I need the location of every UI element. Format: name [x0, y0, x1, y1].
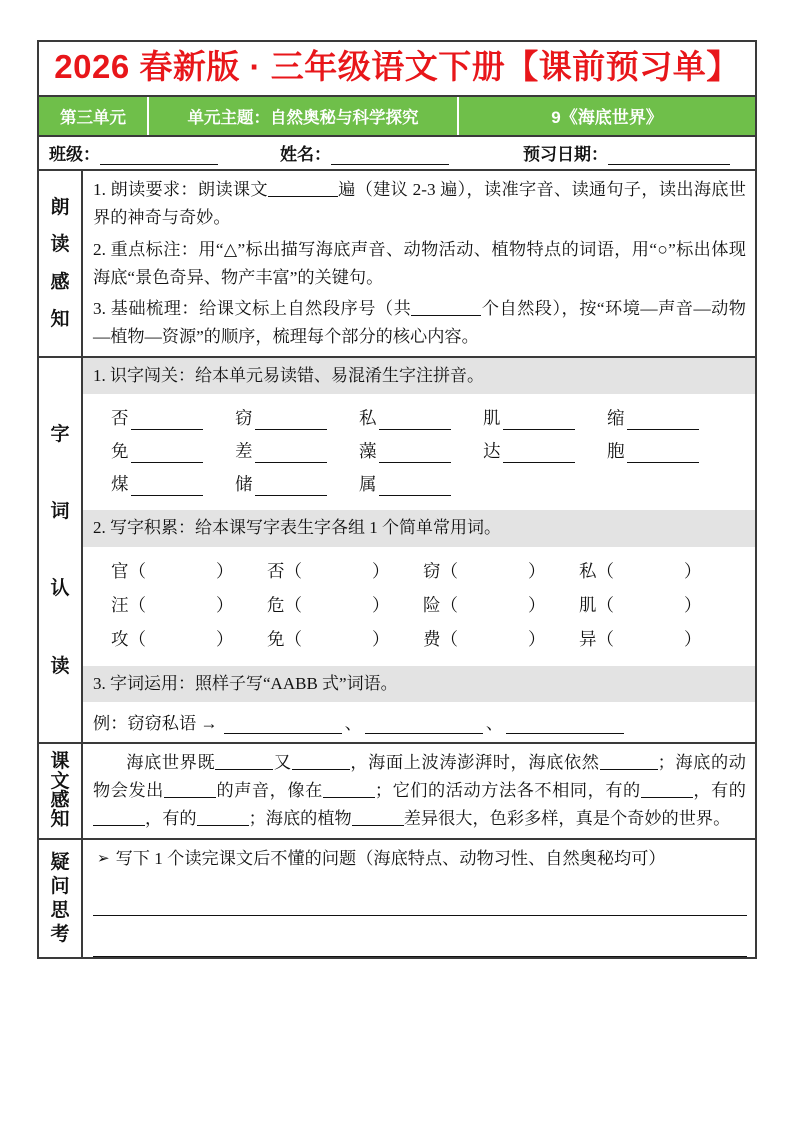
label-char: 认	[50, 578, 70, 600]
reading-blank-times[interactable]	[268, 179, 338, 197]
char: 储	[235, 474, 253, 495]
word-item[interactable]: 费（ ）	[423, 628, 546, 649]
label-char: 思	[50, 899, 70, 921]
char: 私	[359, 408, 377, 429]
label-char: 朗	[50, 196, 70, 218]
section-comprehension-label	[39, 744, 83, 838]
word-row	[93, 592, 745, 617]
pinyin-row	[93, 438, 745, 463]
section-comprehension-body	[83, 744, 755, 838]
char: 危	[267, 594, 285, 615]
section-reading-label	[39, 171, 83, 356]
reading-item-3-text-a: 3. 基础梳理：给课文标上自然段序号（共	[93, 299, 412, 319]
section-vocab-body	[83, 358, 755, 742]
pinyin-item[interactable]	[235, 405, 359, 430]
word-item[interactable]: 窃（ ）	[423, 560, 546, 581]
pinyin-item[interactable]	[111, 471, 235, 496]
reading-item-2-text: 2. 重点标注：用“△”标出描写海底声音、动物活动、植物特点的词语，用“○”标出体现海底“景色奇异、物产丰富”的关键句。	[93, 239, 746, 287]
char: 煤	[111, 474, 129, 495]
cloze-blank-9[interactable]	[352, 808, 404, 826]
unit-theme: 单元主题：自然奥秘与科学探究	[149, 97, 459, 135]
cloze-t0: 海底世界既	[125, 753, 216, 773]
cloze-t4: 的声音，像在	[215, 781, 323, 800]
question-answer-lines	[83, 875, 755, 957]
aabb-blank[interactable]	[506, 718, 624, 734]
label-char: 问	[50, 875, 70, 897]
class-field[interactable]	[49, 140, 218, 165]
label-char: 感	[50, 271, 70, 293]
pinyin-item[interactable]	[111, 405, 235, 430]
reading-item-1-text-b: 遍（建议 2-3 遍），读准字音、读通句子，读出海底世界的神奇与奇妙。	[93, 179, 746, 227]
reading-item-1-text-a: 1. 朗读要求：朗读课文	[93, 179, 268, 199]
pinyin-blank[interactable]	[503, 414, 575, 430]
reading-item-3	[83, 293, 755, 356]
word-row	[93, 558, 745, 583]
example-label: 例：窃窃私语 →	[93, 714, 218, 734]
unit-header-bar	[39, 97, 755, 137]
cloze-paragraph	[83, 744, 755, 838]
section-comprehension	[39, 744, 755, 840]
char: 胞	[607, 441, 625, 462]
label-char: 词	[50, 500, 70, 522]
char: 免	[267, 628, 285, 649]
char: 缩	[607, 408, 625, 429]
date-field[interactable]	[523, 140, 730, 165]
lesson-title: 9《海底世界》	[551, 108, 663, 128]
word-item[interactable]: 免（ ）	[267, 628, 390, 649]
char: 窃	[423, 560, 441, 581]
char: 费	[423, 628, 441, 649]
unit-number: 第三单元	[39, 97, 149, 135]
name-label: 姓名：	[280, 145, 331, 165]
pinyin-blank[interactable]	[131, 480, 203, 496]
label-char: 课	[50, 751, 70, 773]
word-item[interactable]: 汪（ ）	[111, 594, 234, 615]
section-question-body	[83, 840, 755, 957]
question-prompt-text: 写下 1 个读完课文后不懂的问题（海底特点、动物习性、自然奥秘均可）	[115, 848, 666, 868]
cloze-blank-4[interactable]	[164, 780, 216, 798]
reading-blank-paragraphs[interactable]	[411, 298, 481, 316]
question-prompt	[83, 840, 755, 875]
char: 险	[423, 594, 441, 615]
pinyin-row	[93, 405, 745, 430]
section-question	[39, 840, 755, 957]
student-info-row	[39, 137, 755, 171]
cloze-blank-1[interactable]	[215, 752, 273, 770]
char: 免	[111, 441, 129, 462]
vocab-task1-heading: 1. 识字闯关：给本单元易读错、易混淆生字注拼音。	[83, 358, 755, 394]
cloze-blank-5[interactable]	[323, 780, 375, 798]
name-field[interactable]	[280, 140, 449, 165]
char: 差	[235, 441, 253, 462]
arrow-bullet-icon: ➢	[97, 850, 110, 867]
word-item[interactable]: 攻（ ）	[111, 628, 234, 649]
char: 否	[267, 560, 285, 581]
aabb-blank[interactable]	[224, 718, 342, 734]
answer-line[interactable]	[93, 916, 747, 957]
word-item[interactable]: 异（ ）	[579, 628, 702, 649]
pinyin-item[interactable]	[111, 438, 235, 463]
pinyin-blank[interactable]	[131, 414, 203, 430]
pinyin-item[interactable]	[359, 438, 483, 463]
cloze-t5: ；它们的活动方法各不相同，有的	[374, 781, 641, 800]
answer-line[interactable]	[93, 875, 747, 916]
label-char: 知	[50, 309, 70, 331]
label-char: 考	[50, 923, 70, 945]
pinyin-blank[interactable]	[255, 480, 327, 496]
pinyin-item[interactable]	[607, 405, 731, 430]
cloze-blank-7[interactable]	[93, 808, 145, 826]
reading-item-2	[83, 234, 755, 294]
vocab-task2-rows	[83, 547, 755, 666]
title-row	[39, 42, 755, 97]
date-input-line[interactable]	[608, 150, 730, 165]
cloze-t6: ，有的	[692, 781, 746, 800]
pinyin-blank[interactable]	[379, 414, 451, 430]
char: 汪	[111, 594, 129, 615]
char: 否	[111, 408, 129, 429]
word-row	[93, 626, 745, 651]
word-item[interactable]: 官（ ）	[111, 560, 234, 581]
cloze-t8: ；海底的植物	[248, 808, 352, 828]
label-char: 读	[50, 234, 70, 256]
cloze-t9: 差异很大，色彩多样，真是个奇妙的世界。	[403, 808, 731, 828]
name-input-line[interactable]	[331, 150, 449, 165]
char: 属	[359, 474, 377, 495]
pinyin-blank[interactable]	[627, 414, 699, 430]
page-title: 2026 春新版 · 三年级语文下册【课前预习单】	[54, 48, 740, 85]
aabb-blank[interactable]	[365, 718, 483, 734]
pinyin-blank[interactable]	[379, 480, 451, 496]
pinyin-item[interactable]	[483, 438, 607, 463]
pinyin-blank[interactable]	[255, 447, 327, 463]
pinyin-blank[interactable]	[255, 414, 327, 430]
label-char: 字	[50, 423, 70, 445]
char: 藻	[359, 441, 377, 462]
cloze-blank-6[interactable]	[641, 780, 693, 798]
cloze-t7: ，有的	[145, 808, 197, 828]
cloze-blank-8[interactable]	[197, 808, 249, 826]
label-char: 感	[50, 790, 70, 812]
word-item[interactable]: 否（ ）	[267, 560, 390, 581]
pinyin-item[interactable]	[359, 405, 483, 430]
word-item[interactable]: 危（ ）	[267, 594, 390, 615]
word-item[interactable]: 险（ ）	[423, 594, 546, 615]
char: 窃	[235, 408, 253, 429]
vocab-task3-example	[83, 702, 755, 742]
section-reading-body	[83, 171, 755, 356]
pinyin-item[interactable]	[235, 471, 359, 496]
aabb-sep: 、	[485, 714, 504, 734]
char: 私	[579, 560, 597, 581]
char: 攻	[111, 628, 129, 649]
pinyin-item[interactable]	[483, 405, 607, 430]
char: 异	[579, 628, 597, 649]
cloze-t2: ，海面上波涛澎湃时，海底依然	[349, 753, 600, 773]
vocab-task2-heading: 2. 写字积累：给本课写字表生字各组 1 个简单常用词。	[83, 510, 755, 546]
pinyin-blank[interactable]	[379, 447, 451, 463]
section-vocab-label	[39, 358, 83, 742]
cloze-blank-3[interactable]	[600, 752, 658, 770]
cloze-t3: ；海底的动物会发出	[93, 753, 746, 800]
cloze-blank-2[interactable]	[292, 752, 350, 770]
word-item[interactable]: 肌（ ）	[579, 594, 702, 615]
class-label: 班级：	[49, 145, 100, 165]
section-reading	[39, 171, 755, 358]
label-char: 读	[50, 655, 70, 677]
worksheet-page	[37, 40, 757, 959]
date-label: 预习日期：	[523, 145, 608, 165]
section-vocab	[39, 358, 755, 744]
label-char: 知	[50, 809, 70, 831]
pinyin-row	[93, 471, 745, 496]
pinyin-blank[interactable]	[131, 447, 203, 463]
pinyin-item[interactable]	[359, 471, 483, 496]
char: 肌	[579, 594, 597, 615]
section-question-label	[39, 840, 83, 957]
pinyin-item[interactable]	[235, 438, 359, 463]
char: 官	[111, 560, 129, 581]
vocab-task3-heading: 3. 字词运用：照样子写“AABB 式”词语。	[83, 666, 755, 702]
char: 达	[483, 441, 501, 462]
aabb-sep: 、	[344, 714, 362, 734]
pinyin-item[interactable]	[607, 438, 731, 463]
word-item[interactable]: 私（ ）	[579, 560, 702, 581]
pinyin-blank[interactable]	[627, 447, 699, 463]
pinyin-blank[interactable]	[503, 447, 575, 463]
reading-item-1	[83, 171, 755, 234]
class-input-line[interactable]	[100, 150, 218, 165]
label-char: 疑	[50, 851, 70, 873]
cloze-t1: 又	[273, 753, 292, 773]
char: 肌	[483, 408, 501, 429]
label-char: 文	[50, 770, 70, 792]
reading-item-3-text-b: 个自然段），按“环境—声音—动物—植物—资源”的顺序，梳理每个部分的核心内容。	[93, 299, 746, 347]
vocab-task1-rows	[83, 394, 755, 510]
